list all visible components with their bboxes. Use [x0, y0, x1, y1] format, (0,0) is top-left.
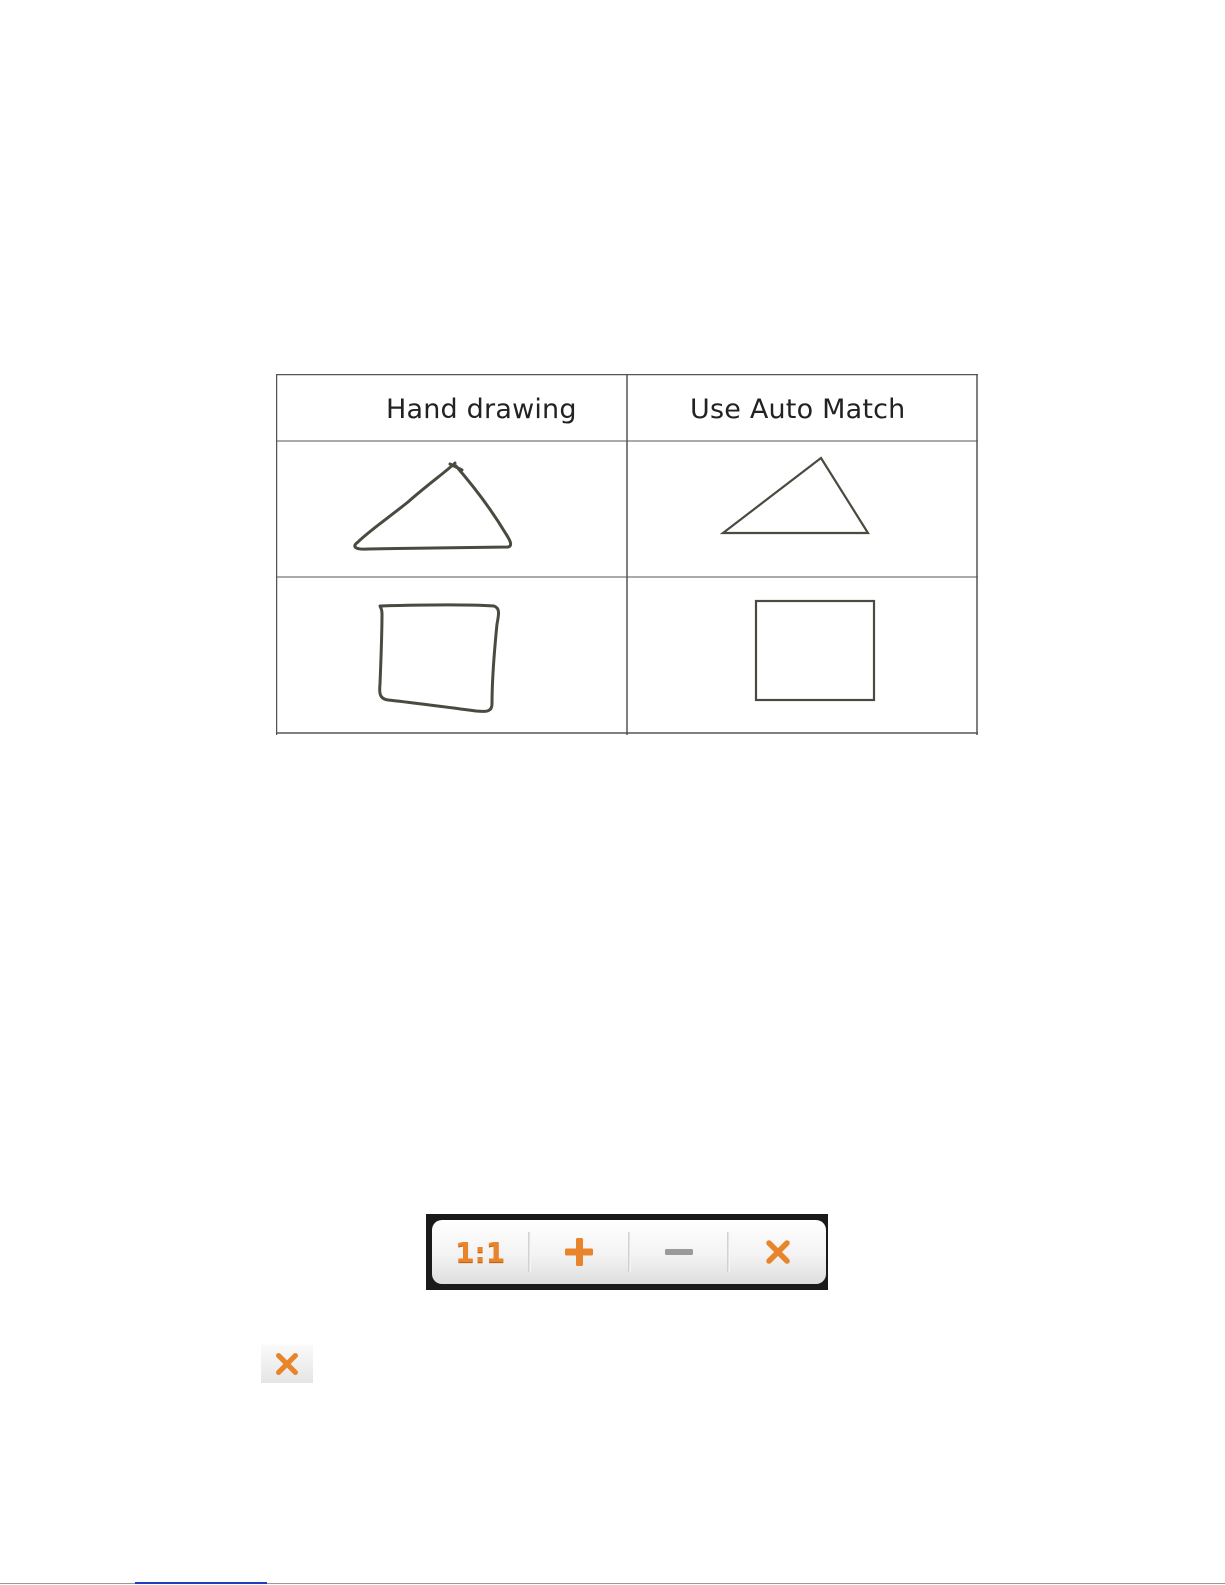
hand-drawn-square [380, 605, 499, 712]
actual-size-label: 1:1 [455, 1235, 506, 1269]
shape-comparison-table [276, 374, 978, 735]
zoom-toolbar [432, 1220, 826, 1284]
hand-drawn-triangle [355, 463, 511, 549]
zoom-out-button[interactable] [631, 1220, 727, 1284]
standalone-close-button[interactable] [261, 1345, 313, 1383]
footer-link-underline [135, 1582, 267, 1584]
table-grid [276, 374, 978, 735]
close-button[interactable] [730, 1220, 826, 1284]
header-hand-drawing: Hand drawing [386, 394, 577, 425]
header-auto-match: Use Auto Match [690, 394, 906, 425]
plus-icon [562, 1235, 596, 1269]
minus-icon [662, 1235, 696, 1269]
close-icon [273, 1350, 301, 1378]
close-icon [763, 1237, 793, 1267]
zoom-in-button[interactable] [531, 1220, 627, 1284]
auto-matched-square [756, 601, 874, 700]
auto-matched-triangle [723, 458, 868, 533]
zoom-toolbar-frame [426, 1214, 828, 1290]
actual-size-button[interactable] [432, 1220, 528, 1284]
